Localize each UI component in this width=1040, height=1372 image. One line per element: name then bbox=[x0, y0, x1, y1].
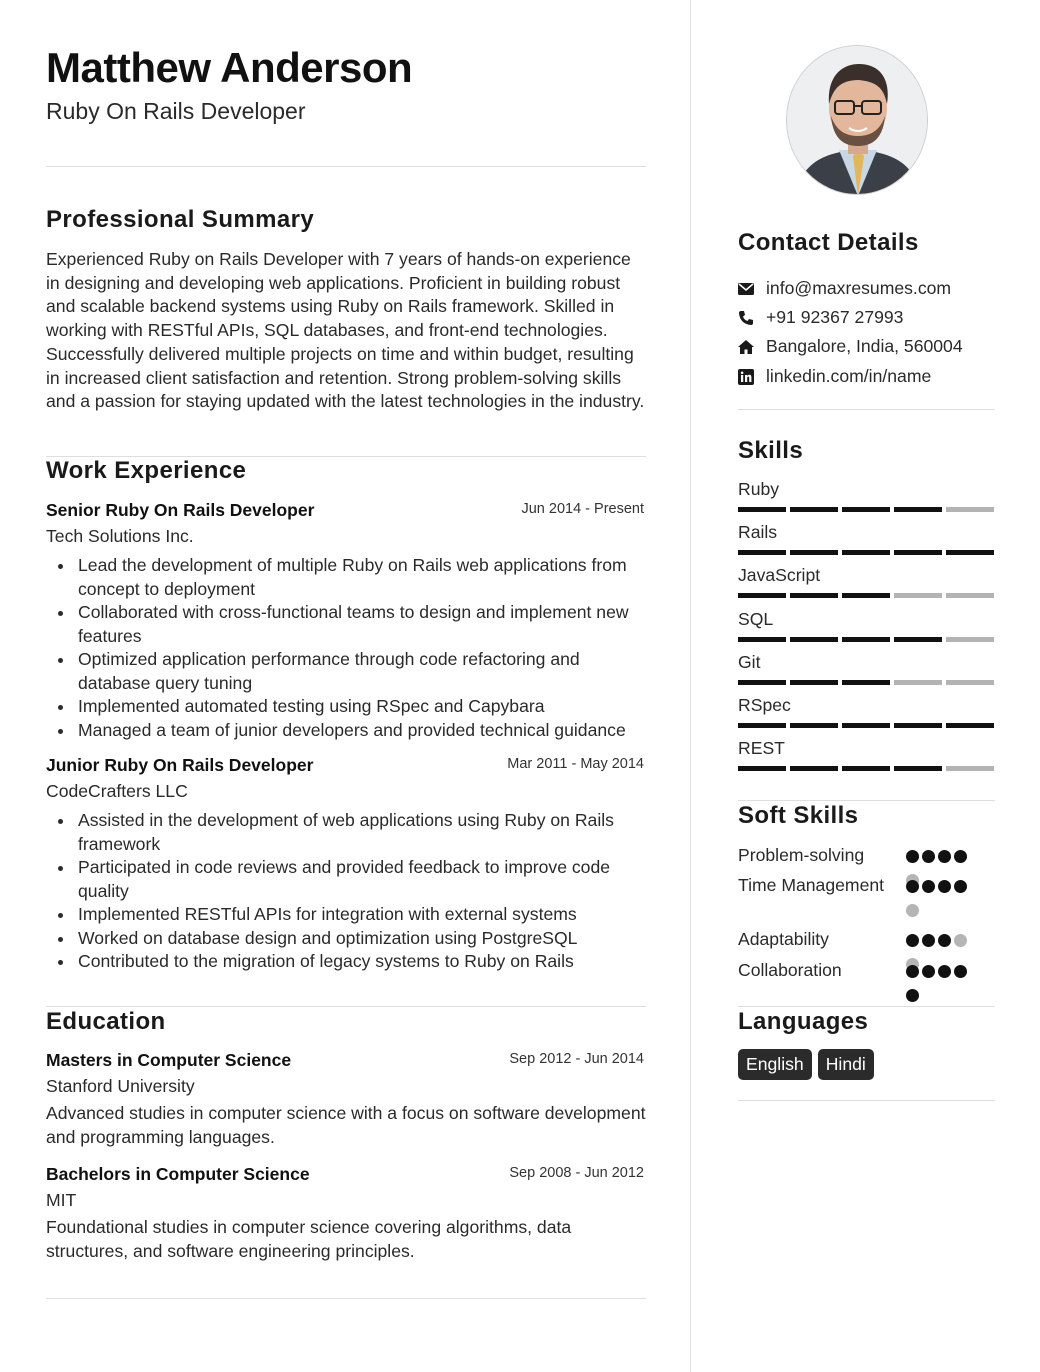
list-item: Implemented RESTful APIs for integration with external systems bbox=[46, 903, 646, 927]
skill-row bbox=[738, 737, 995, 780]
envelope-icon bbox=[738, 281, 754, 297]
skill-level-segment bbox=[946, 680, 994, 685]
skill-level-segment bbox=[946, 507, 994, 512]
skill-row bbox=[738, 478, 995, 521]
skill-level-bars bbox=[738, 723, 994, 728]
soft-skill-row bbox=[738, 959, 995, 983]
job-bullets bbox=[46, 554, 646, 742]
education-description: Foundational studies in computer science covering algorithms, data structures, and software engineering principles. bbox=[46, 1217, 572, 1261]
soft-skill-row bbox=[738, 928, 995, 952]
candidate-role: Ruby On Rails Developer bbox=[46, 98, 306, 124]
skill-level-bars bbox=[738, 680, 994, 685]
divider bbox=[46, 1006, 646, 1007]
list-item: Participated in code reviews and provided feedback to improve code quality bbox=[46, 856, 646, 903]
candidate-name: Matthew Anderson bbox=[46, 44, 413, 91]
skill-level-dot bbox=[922, 880, 935, 893]
skill-level-segment bbox=[946, 723, 994, 728]
list-item: Contributed to the migration of legacy systems to Ruby on Rails bbox=[46, 950, 646, 974]
skill-level-segment bbox=[738, 507, 786, 512]
list-item: Assisted in the development of web applications using Ruby on Rails framework bbox=[46, 809, 646, 856]
degree-title: Masters in Computer Science bbox=[46, 1050, 292, 1070]
list-item: Implemented automated testing using RSpec and Capybara bbox=[46, 695, 646, 719]
skill-level-dot bbox=[906, 965, 919, 978]
skill-name: SQL bbox=[738, 608, 774, 629]
skill-level-segment bbox=[790, 550, 838, 555]
skill-level-bars bbox=[738, 766, 994, 771]
language-badge: English bbox=[738, 1049, 812, 1080]
list-item: Managed a team of junior developers and provided technical guidance bbox=[46, 719, 646, 743]
skill-name: JavaScript bbox=[738, 565, 821, 586]
home-icon bbox=[738, 339, 754, 355]
list-item: Worked on database design and optimization using PostgreSQL bbox=[46, 927, 646, 951]
skill-level-segment bbox=[842, 723, 890, 728]
linkedin-icon bbox=[738, 369, 754, 385]
school-name: MIT bbox=[46, 1190, 77, 1210]
list-item: Collaborated with cross-functional teams to design and implement new features bbox=[46, 601, 646, 648]
divider bbox=[738, 409, 995, 410]
skill-level-dot bbox=[954, 934, 967, 947]
job-entry bbox=[46, 755, 646, 974]
languages-list bbox=[738, 1049, 874, 1080]
soft-skill-level-dots bbox=[906, 934, 978, 952]
skill-name: Rails bbox=[738, 522, 778, 543]
job-title: Senior Ruby On Rails Developer bbox=[46, 500, 315, 520]
skill-level-dot bbox=[906, 989, 919, 1002]
skill-row bbox=[738, 564, 995, 607]
skill-level-segment bbox=[842, 550, 890, 555]
job-dates: Jun 2014 - Present bbox=[521, 501, 644, 517]
skill-level-segment bbox=[790, 637, 838, 642]
list-item: Lead the development of multiple Ruby on Rails web applications from concept to deployment bbox=[46, 554, 646, 601]
contact-email-text: info@maxresumes.com bbox=[766, 278, 952, 298]
job-dates: Mar 2011 - May 2014 bbox=[507, 756, 644, 772]
education-entry bbox=[46, 1164, 646, 1263]
skill-level-segment bbox=[894, 593, 942, 598]
skill-level-segment bbox=[842, 680, 890, 685]
contact-phone-text: +91 92367 27993 bbox=[766, 307, 904, 327]
skill-level-dot bbox=[954, 880, 967, 893]
skill-level-dot bbox=[938, 965, 951, 978]
skill-level-dot bbox=[906, 904, 919, 917]
skill-level-segment bbox=[894, 507, 942, 512]
skill-level-dot bbox=[938, 880, 951, 893]
skill-level-segment bbox=[738, 723, 786, 728]
soft-skill-name: Collaboration bbox=[738, 960, 842, 980]
soft-skill-row bbox=[738, 844, 995, 868]
skill-level-dot bbox=[906, 880, 919, 893]
soft-skill-level-dots bbox=[906, 965, 978, 983]
skill-level-segment bbox=[790, 723, 838, 728]
contact-email[interactable] bbox=[738, 277, 995, 301]
divider bbox=[46, 1298, 646, 1299]
skill-level-dot bbox=[906, 934, 919, 947]
divider bbox=[738, 1006, 995, 1007]
profile-photo bbox=[786, 45, 928, 195]
skill-level-dot bbox=[906, 850, 919, 863]
job-title: Junior Ruby On Rails Developer bbox=[46, 755, 314, 775]
contact-address-text: Bangalore, India, 560004 bbox=[766, 336, 963, 356]
skill-level-segment bbox=[894, 680, 942, 685]
summary-heading: Professional Summary bbox=[46, 206, 315, 233]
divider bbox=[738, 800, 995, 801]
degree-title: Bachelors in Computer Science bbox=[46, 1164, 310, 1184]
soft-skill-name: Problem-solving bbox=[738, 845, 865, 865]
contact-linkedin[interactable] bbox=[738, 365, 995, 389]
skill-level-segment bbox=[842, 593, 890, 598]
education-heading: Education bbox=[46, 1008, 166, 1035]
skill-level-segment bbox=[790, 593, 838, 598]
skill-level-segment bbox=[738, 593, 786, 598]
skill-level-segment bbox=[946, 593, 994, 598]
skill-level-bars bbox=[738, 507, 994, 512]
contact-heading: Contact Details bbox=[738, 229, 919, 256]
phone-icon bbox=[738, 310, 754, 326]
skill-level-segment bbox=[738, 550, 786, 555]
skill-level-bars bbox=[738, 637, 994, 642]
soft-skill-level-dots bbox=[906, 850, 978, 868]
skill-level-segment bbox=[842, 766, 890, 771]
experience-heading: Work Experience bbox=[46, 457, 247, 484]
skill-row bbox=[738, 651, 995, 694]
contact-address bbox=[738, 335, 995, 359]
skill-level-dot bbox=[938, 850, 951, 863]
skill-level-segment bbox=[842, 507, 890, 512]
language-badge: Hindi bbox=[818, 1049, 874, 1080]
skill-level-segment bbox=[894, 637, 942, 642]
skill-level-segment bbox=[946, 766, 994, 771]
skill-level-segment bbox=[894, 723, 942, 728]
column-divider bbox=[690, 0, 691, 1372]
soft-skill-name: Time Management bbox=[738, 875, 885, 895]
school-name: Stanford University bbox=[46, 1076, 195, 1096]
skill-level-dot bbox=[922, 965, 935, 978]
person-portrait-icon bbox=[787, 46, 928, 195]
soft-skill-name: Adaptability bbox=[738, 929, 829, 949]
skill-level-segment bbox=[946, 637, 994, 642]
list-item: Optimized application performance through code refactoring and database query tuning bbox=[46, 648, 646, 695]
divider bbox=[738, 1100, 995, 1101]
divider bbox=[46, 166, 646, 167]
skill-level-segment bbox=[790, 507, 838, 512]
soft-skills-heading: Soft Skills bbox=[738, 802, 859, 829]
skill-name: RSpec bbox=[738, 695, 791, 715]
education-dates: Sep 2012 - Jun 2014 bbox=[509, 1051, 644, 1067]
job-company: CodeCrafters LLC bbox=[46, 781, 188, 801]
skill-level-segment bbox=[738, 680, 786, 685]
skill-level-segment bbox=[894, 766, 942, 771]
soft-skill-row bbox=[738, 874, 995, 898]
skill-name: Git bbox=[738, 651, 761, 672]
soft-skill-level-dots bbox=[906, 880, 978, 898]
skill-level-dot bbox=[922, 934, 935, 947]
skill-level-segment bbox=[790, 680, 838, 685]
skill-level-dot bbox=[938, 934, 951, 947]
skill-level-bars bbox=[738, 593, 994, 598]
skill-name: Ruby bbox=[738, 479, 780, 499]
skill-level-segment bbox=[946, 550, 994, 555]
skills-heading: Skills bbox=[738, 437, 804, 464]
skill-level-bars bbox=[738, 550, 994, 555]
skill-row bbox=[738, 694, 995, 737]
skill-name: REST bbox=[738, 738, 785, 759]
education-description: Advanced studies in computer science with a focus on software development and programming languages. bbox=[46, 1103, 646, 1147]
summary-text: Experienced Ruby on Rails Developer with 7 years of hands-on experience in designing and developing web applications. Proficient in building robust and scalable backend systems using Ruby on Rails framework. Skilled in working with RESTful APIs, SQL databases, and front-end technologies. Successfully delivered multiple projects on time and within budget, resulting in increased client satisfaction and retention. Strong problem-solving skills and a passion for staying updated with the latest technologies in the industry. bbox=[46, 249, 645, 412]
education-entry bbox=[46, 1050, 646, 1149]
job-entry bbox=[46, 500, 646, 742]
skill-level-dot bbox=[922, 850, 935, 863]
skill-level-segment bbox=[738, 766, 786, 771]
skill-level-segment bbox=[738, 637, 786, 642]
skill-level-segment bbox=[842, 637, 890, 642]
skill-row bbox=[738, 521, 995, 564]
skill-level-segment bbox=[790, 766, 838, 771]
contact-linkedin-text: linkedin.com/in/name bbox=[766, 366, 932, 386]
languages-heading: Languages bbox=[738, 1008, 869, 1035]
skill-level-segment bbox=[894, 550, 942, 555]
job-company: Tech Solutions Inc. bbox=[46, 526, 194, 546]
job-bullets bbox=[46, 809, 646, 974]
skill-level-dot bbox=[954, 850, 967, 863]
skill-row bbox=[738, 608, 995, 651]
skill-level-dot bbox=[954, 965, 967, 978]
contact-phone[interactable] bbox=[738, 306, 995, 330]
education-dates: Sep 2008 - Jun 2012 bbox=[509, 1165, 644, 1181]
